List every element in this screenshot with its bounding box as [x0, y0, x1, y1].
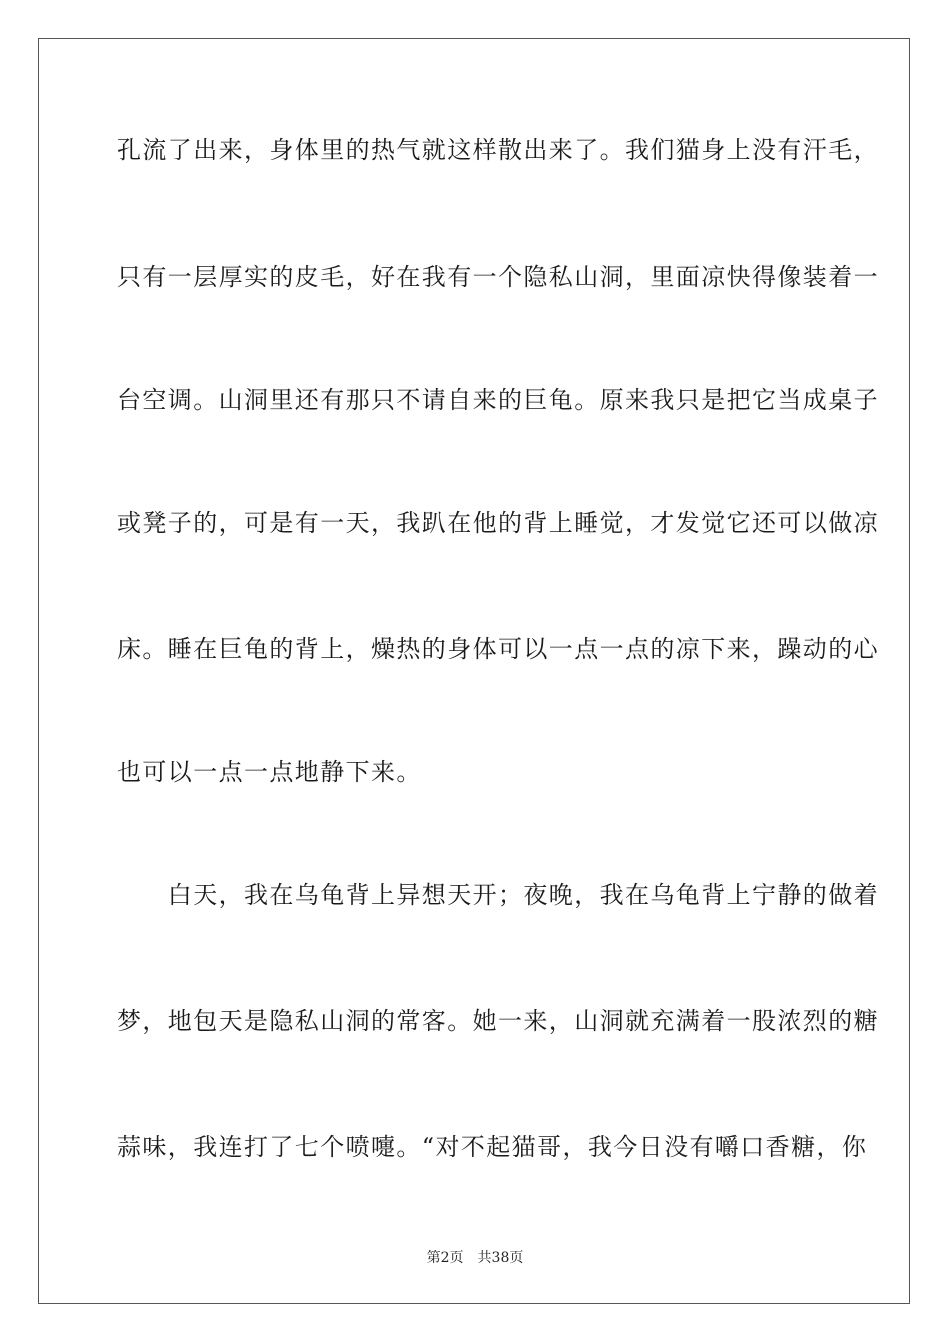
text-line: 孔流了出来，身体里的热气就这样散出来了。我们猫身上没有汗毛，	[117, 136, 879, 164]
text-line: 白天，我在乌龟背上异想天开；夜晚，我在乌龟背上宁静的做着	[117, 881, 879, 909]
text-line: 或凳子的，可是有一天，我趴在他的背上睡觉，才发觉它还可以做凉	[117, 509, 879, 537]
page-total: 共38页	[477, 1250, 524, 1266]
text-line: 也可以一点一点地静下来。	[117, 758, 422, 786]
page-footer	[0, 1249, 950, 1267]
page-border	[38, 38, 910, 1304]
text-line: 只有一层厚实的皮毛，好在我有一个隐私山洞，里面凉快得像装着一	[117, 263, 879, 291]
text-line: 蒜味，我连打了七个喷嚏。“对不起猫哥，我今日没有嚼口香糖，你	[117, 1133, 868, 1161]
text-line: 床。睡在巨龟的背上，燥热的身体可以一点一点的凉下来，躁动的心	[117, 635, 879, 663]
text-line: 梦，地包天是隐私山洞的常客。她一来，山洞就充满着一股浓烈的糖	[117, 1007, 879, 1035]
page-number: 第2页	[426, 1250, 464, 1266]
text-line: 台空调。山洞里还有那只不请自来的巨龟。原来我只是把它当成桌子	[117, 386, 879, 414]
